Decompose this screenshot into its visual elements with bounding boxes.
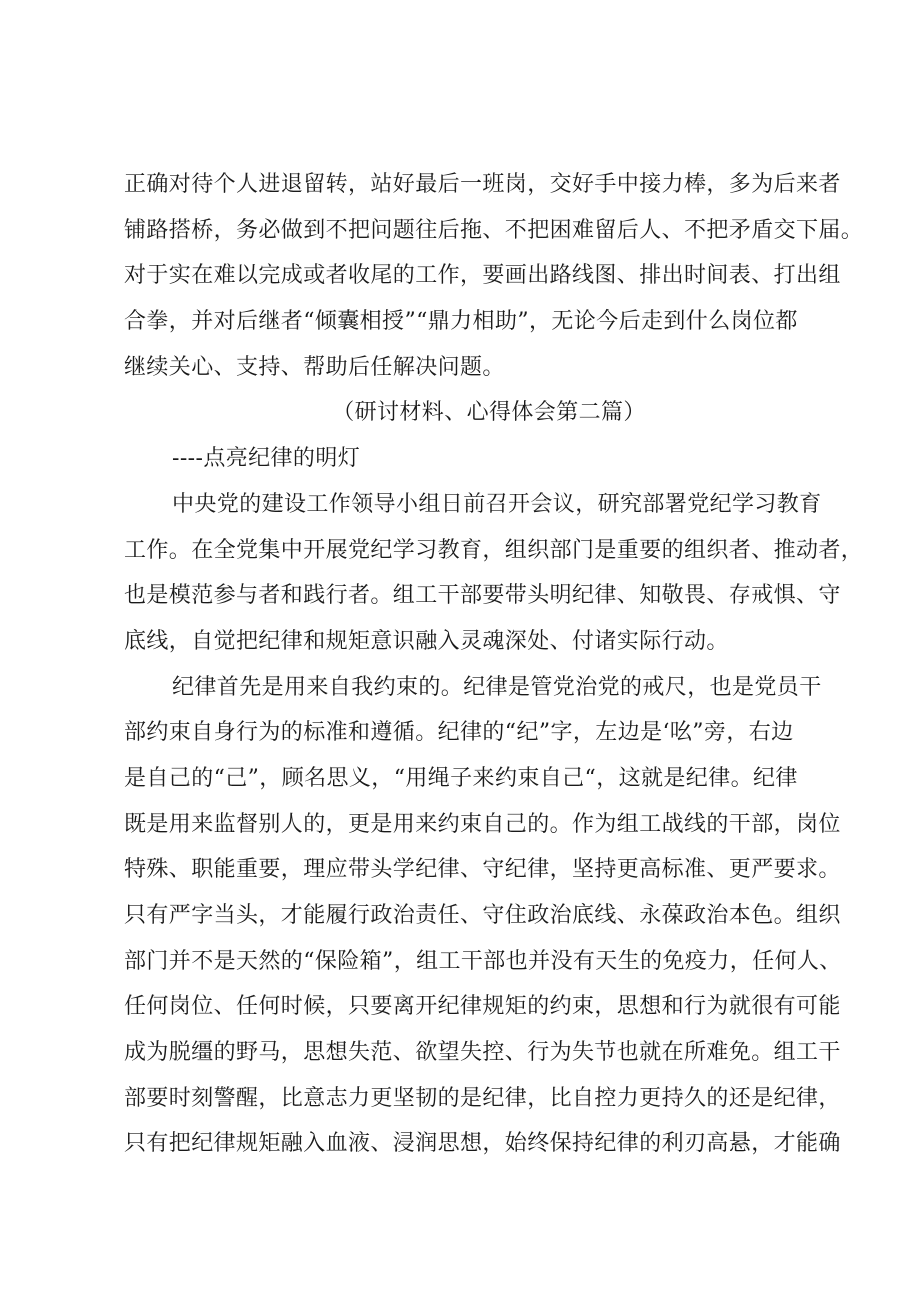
text-line: 继续关心、支持、帮助后任解决问题。 — [124, 354, 505, 380]
text-line: 也是模范参与者和践行者。组工干部要带头明纪律、知敬畏、存戒惧、守 — [124, 583, 841, 609]
paragraph-3 — [124, 665, 842, 1168]
text-line: 是自己的“己”，顾名思义，“用绳子来约束自己“，这就是纪律。纪律 — [124, 765, 798, 791]
text-line: 铺路搭桥，务必做到不把问题往后拖、不把困难留后人、不把矛盾交下届。 — [124, 217, 864, 243]
text-line: 工作。在全党集中开展党纪学习教育，组织部门是重要的组织者、推动者， — [124, 537, 864, 563]
text-line: 部要时刻警醒，比意志力更坚韧的是纪律，比自控力更持久的还是纪律， — [124, 1085, 841, 1111]
text-line: 纪律首先是用来自我约束的。纪律是管党治党的戒尺，也是党员干 — [172, 674, 822, 700]
text-line: 成为脱缰的野马，思想失范、欲望失控、行为失节也就在所难免。组工干 — [124, 1040, 841, 1066]
section-subheading: ----点亮纪律的明灯 — [172, 446, 361, 472]
text-line: 只有严字当头，才能履行政治责任、守住政治底线、永葆政治本色。组织 — [124, 903, 841, 928]
text-line: 对于实在难以完成或者收尾的工作，要画出路线图、排出时间表、打出组 — [124, 263, 841, 289]
paragraph-1 — [124, 162, 864, 390]
text-line: 合拳，并对后继者“倾囊相授”“鼎力相助”，无论今后走到什么岗位都 — [124, 309, 798, 335]
text-line: 部门并不是天然的“保险箱”，组工干部也并没有天生的免疫力，任何人、 — [124, 948, 842, 974]
paragraph-2 — [124, 482, 864, 665]
text-line: 正确对待个人进退留转，站好最后一班岗，交好手中接力棒，多为后来者 — [124, 172, 841, 197]
text-line: 特殊、职能重要，理应带头学纪律、守纪律，坚持更高标准、更严要求。 — [124, 857, 841, 883]
text-line: 任何岗位、任何时候，只要离开纪律规矩的约束，思想和行为就很有可能 — [124, 994, 841, 1020]
text-line: 中央党的建设工作领导小组日前召开会议，研究部署党纪学习教育 — [172, 491, 822, 517]
section-heading: （研讨材料、心得体会第二篇） — [332, 400, 646, 426]
text-line: 既是用来监督别人的，更是用来约束自己的。作为组工战线的干部，岗位 — [124, 811, 841, 837]
text-line: 底线，自觉把纪律和规矩意识融入灵魂深处、付诸实际行动。 — [124, 628, 729, 654]
text-line: 只有把纪律规矩融入血液、浸润思想，始终保持纪律的利刃高悬，才能确 — [124, 1131, 841, 1157]
document-body — [124, 162, 864, 1167]
text-line: 部约束自身行为的标准和遵循。纪律的“纪”字，左边是‘吆”旁，右边 — [124, 720, 794, 746]
